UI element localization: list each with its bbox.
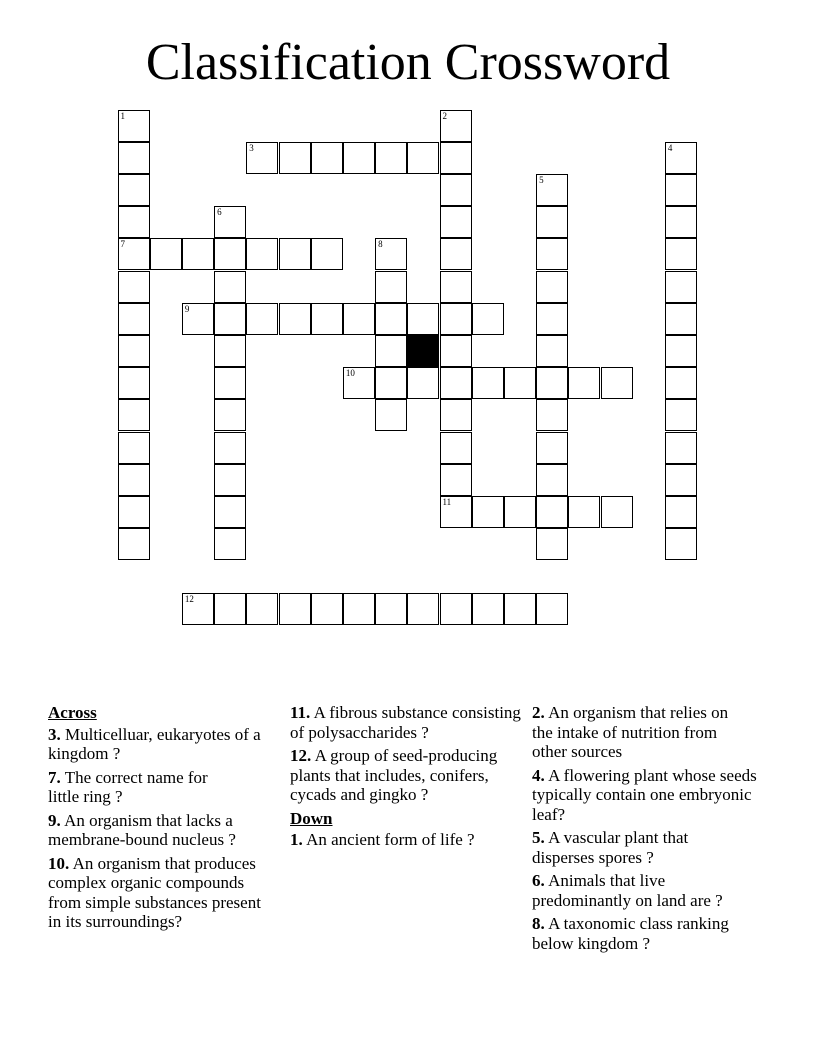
grid-cell[interactable] — [407, 593, 439, 625]
grid-cell[interactable] — [440, 335, 472, 367]
grid-cell[interactable] — [279, 142, 311, 174]
grid-cell[interactable] — [536, 271, 568, 303]
grid-cell[interactable] — [665, 432, 697, 464]
grid-cell[interactable] — [279, 238, 311, 270]
grid-cell[interactable] — [118, 367, 150, 399]
grid-cell[interactable] — [214, 593, 246, 625]
clue-column-3 — [532, 703, 768, 957]
grid-cell[interactable] — [246, 593, 278, 625]
clue-down-2: 2. An organism that relies on the intake of nutrition from other sources — [532, 703, 729, 761]
grid-cell[interactable] — [375, 271, 407, 303]
grid-cell[interactable] — [472, 367, 504, 399]
across-heading: Across — [48, 703, 97, 722]
grid-cell[interactable] — [536, 432, 568, 464]
grid-cell[interactable] — [214, 464, 246, 496]
clue-number: 7 — [120, 239, 125, 250]
clue-down-8: 8. A taxonomic class ranking below kingdom ? — [532, 914, 729, 953]
clue-across-9: 9. An organism that lacks a membrane-bound nucleus ? — [48, 810, 236, 849]
grid-cell[interactable] — [665, 399, 697, 431]
clue-number: 2 — [442, 110, 447, 121]
grid-cell[interactable] — [375, 367, 407, 399]
clue-across-3: 3. Multicelluar, eukaryotes of a kingdom ? — [48, 724, 261, 763]
grid-cell[interactable] — [246, 238, 278, 270]
grid-cell[interactable] — [472, 303, 504, 335]
clue-column-1 — [48, 703, 284, 936]
grid-cell[interactable] — [407, 367, 439, 399]
grid-cell[interactable] — [214, 399, 246, 431]
grid-cell[interactable] — [182, 303, 214, 335]
grid-cell[interactable] — [214, 271, 246, 303]
grid-cell[interactable] — [440, 399, 472, 431]
clue-down-5: 5. A vascular plant that disperses spores ? — [532, 828, 689, 867]
grid-cell[interactable] — [375, 399, 407, 431]
grid-cell[interactable] — [118, 303, 150, 335]
grid-cell[interactable] — [214, 496, 246, 528]
down-heading: Down — [290, 808, 333, 828]
clue-number: 8 — [378, 239, 383, 250]
grid-cell[interactable] — [536, 464, 568, 496]
grid-cell[interactable] — [214, 432, 246, 464]
grid-cell[interactable] — [375, 238, 407, 270]
grid-cell[interactable] — [118, 399, 150, 431]
grid-cell[interactable] — [536, 528, 568, 560]
grid-cell[interactable] — [440, 238, 472, 270]
grid-cell[interactable] — [343, 593, 375, 625]
grid-cell[interactable] — [504, 496, 536, 528]
grid-cell[interactable] — [118, 206, 150, 238]
grid-cell[interactable] — [214, 303, 246, 335]
clue-number: 1 — [120, 110, 125, 121]
grid-cell[interactable] — [182, 593, 214, 625]
grid-cell[interactable] — [214, 528, 246, 560]
grid-cell[interactable] — [375, 142, 407, 174]
grid-cell[interactable] — [214, 206, 246, 238]
clue-number: 5 — [539, 174, 544, 185]
grid-cell[interactable] — [440, 206, 472, 238]
grid-cell[interactable] — [375, 593, 407, 625]
grid-cell[interactable] — [311, 238, 343, 270]
grid-cell[interactable] — [536, 335, 568, 367]
grid-cell[interactable] — [472, 593, 504, 625]
grid-cell[interactable] — [182, 238, 214, 270]
grid-cell[interactable] — [440, 303, 472, 335]
grid-cell[interactable] — [568, 367, 600, 399]
grid-cell[interactable] — [665, 206, 697, 238]
grid-cell[interactable] — [665, 496, 697, 528]
grid-cell[interactable] — [150, 238, 182, 270]
grid-cell[interactable] — [246, 142, 278, 174]
grid-cell[interactable] — [568, 496, 600, 528]
grid-cell[interactable] — [665, 367, 697, 399]
grid-cell[interactable] — [536, 593, 568, 625]
grid-cell[interactable] — [601, 367, 633, 399]
clue-number: 10 — [345, 368, 355, 379]
grid-cell[interactable] — [375, 303, 407, 335]
grid-cell[interactable] — [440, 142, 472, 174]
clue-number: 3 — [249, 142, 254, 153]
grid-cell[interactable] — [118, 335, 150, 367]
grid-cell[interactable] — [118, 271, 150, 303]
grid-cell[interactable] — [311, 303, 343, 335]
grid-cell[interactable] — [665, 271, 697, 303]
clue-number: 11 — [442, 496, 452, 507]
grid-cell[interactable] — [504, 367, 536, 399]
clue-down-1: 1. An ancient form of life ? — [290, 830, 475, 849]
clue-across-12: 12. A group of seed-producing plants that includes, conifers, cycads and gingko ? — [290, 746, 498, 804]
grid-cell[interactable] — [118, 432, 150, 464]
grid-cell[interactable] — [536, 399, 568, 431]
grid-cell[interactable] — [118, 110, 150, 142]
grid-cell[interactable] — [407, 142, 439, 174]
grid-cell[interactable] — [279, 593, 311, 625]
grid-cell[interactable] — [536, 496, 568, 528]
grid-cell[interactable] — [343, 367, 375, 399]
grid-cell[interactable] — [440, 432, 472, 464]
grid-cell[interactable] — [118, 528, 150, 560]
grid-cell[interactable] — [440, 367, 472, 399]
grid-cell[interactable] — [407, 303, 439, 335]
clue-across-10: 10. An organism that produces complex organic compounds from simple substances present in its surroundings? — [48, 853, 261, 931]
grid-cell[interactable] — [665, 303, 697, 335]
grid-cell[interactable] — [246, 303, 278, 335]
grid-cell[interactable] — [536, 174, 568, 206]
grid-cell[interactable] — [536, 303, 568, 335]
grid-cell[interactable] — [536, 238, 568, 270]
grid-cell[interactable] — [665, 528, 697, 560]
grid-cell[interactable] — [504, 593, 536, 625]
grid-cell[interactable] — [665, 464, 697, 496]
grid-cell[interactable] — [343, 142, 375, 174]
clue-number: 4 — [667, 142, 673, 153]
grid-cell[interactable] — [214, 367, 246, 399]
clue-across-7: 7. The correct name for little ring ? — [48, 767, 208, 806]
grid-cell[interactable] — [440, 464, 472, 496]
grid-cell[interactable] — [440, 110, 472, 142]
grid-cell[interactable] — [665, 335, 697, 367]
page-title: Classification Crossword — [145, 34, 671, 91]
grid-cell[interactable] — [118, 174, 150, 206]
clue-across-11: 11. A fibrous substance consisting of polysaccharides ? — [290, 703, 521, 742]
grid-cell[interactable] — [343, 303, 375, 335]
grid-cell[interactable] — [440, 496, 472, 528]
clue-number: 12 — [184, 593, 194, 604]
grid-cell[interactable] — [214, 238, 246, 270]
grid-cell[interactable] — [665, 142, 697, 174]
clue-column-2 — [290, 703, 528, 854]
grid-cell[interactable] — [375, 335, 407, 367]
clue-down-4: 4. A flowering plant whose seeds typically contain one embryonic leaf? — [532, 765, 757, 824]
grid-cell[interactable] — [440, 593, 472, 625]
grid-cell[interactable] — [118, 238, 150, 270]
grid-cell[interactable] — [440, 271, 472, 303]
grid-cell[interactable] — [311, 593, 343, 625]
clue-down-6: 6. Animals that live predominantly on land are ? — [532, 871, 723, 910]
grid-cell[interactable] — [601, 496, 633, 528]
black-square — [407, 335, 439, 367]
clue-number: 9 — [184, 303, 190, 314]
grid-cell[interactable] — [118, 464, 150, 496]
grid-cell[interactable] — [214, 335, 246, 367]
grid-cell[interactable] — [118, 142, 150, 174]
grid-cell[interactable] — [311, 142, 343, 174]
grid-cell[interactable] — [665, 174, 697, 206]
grid-cell[interactable] — [472, 496, 504, 528]
grid-cell[interactable] — [118, 496, 150, 528]
grid-cell[interactable] — [279, 303, 311, 335]
clue-number: 6 — [217, 207, 222, 218]
grid-cell[interactable] — [536, 367, 568, 399]
grid-cell[interactable] — [536, 206, 568, 238]
grid-cell[interactable] — [440, 174, 472, 206]
grid-cell[interactable] — [665, 238, 697, 270]
